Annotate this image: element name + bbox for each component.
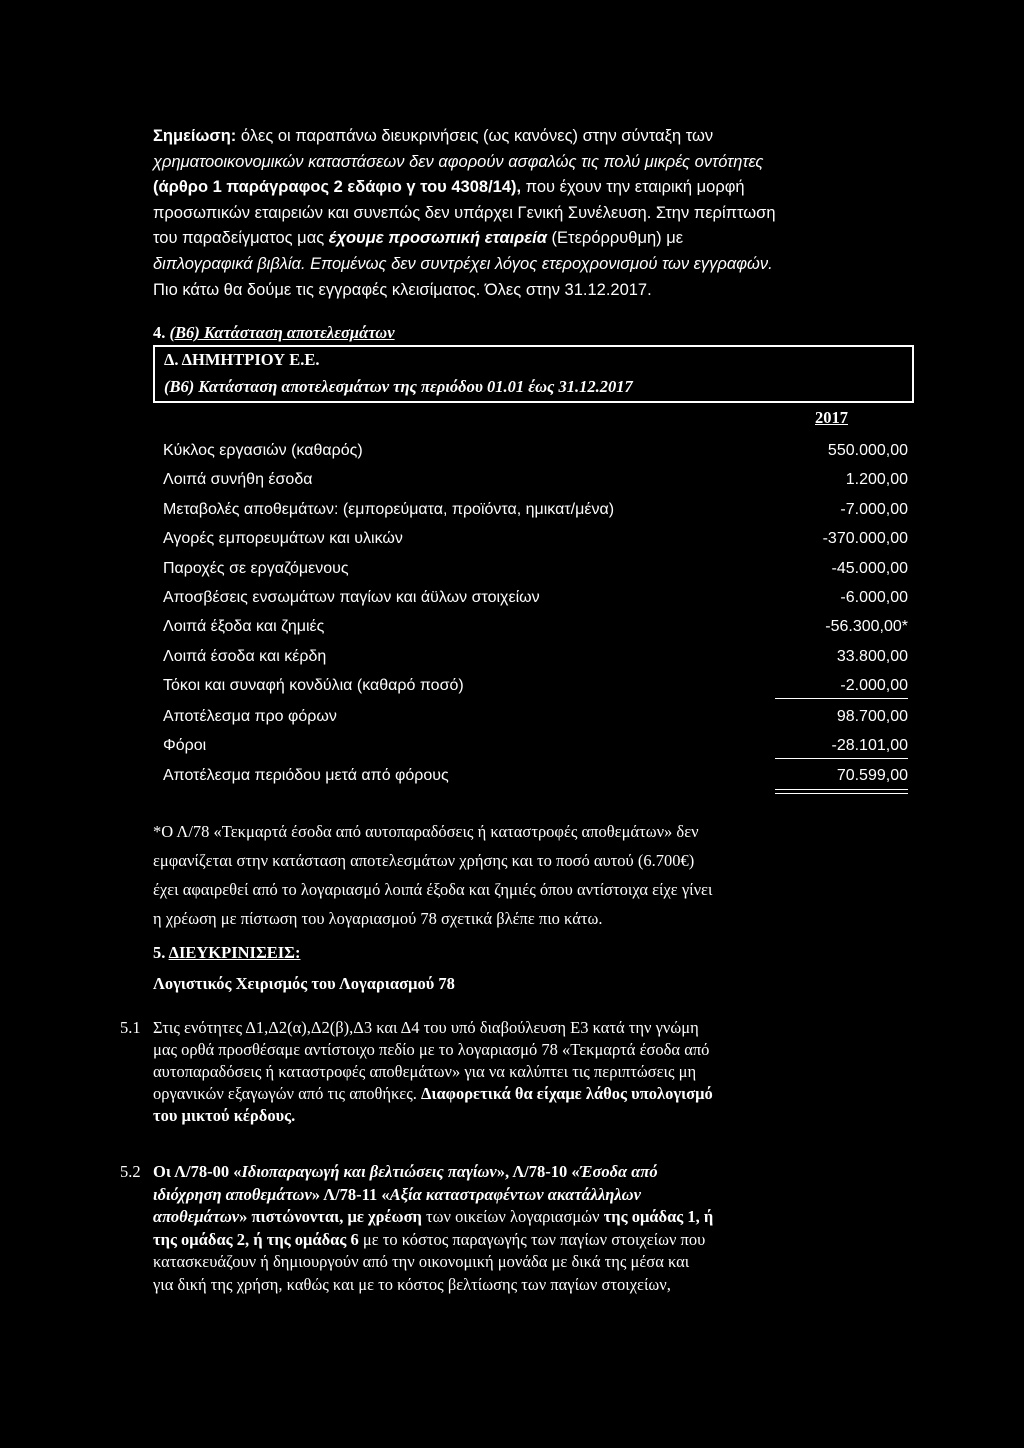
total-double-rule	[775, 789, 908, 790]
statement-row: Λοιπά έξοδα και ζημιές -56.300,00*	[163, 618, 908, 635]
statement-row: Αποσβέσεις ενσωμάτων παγίων και άϋλων στοιχείων -6.000,00	[163, 589, 908, 606]
paragraph-number: 5.1	[120, 1018, 141, 1037]
section-5-heading: 5. ΔΙΕΥΚΡΙΝΙΣΕΙΣ:	[153, 943, 301, 962]
note-line-3: (άρθρο 1 παράγραφος 2 εδάφιο γ του 4308/14), που έχουν την εταιρική μορφή	[153, 178, 745, 197]
note-line-1: Σημείωση: όλες οι παραπάνω διευκρινήσεις (ως κανόνες) στην σύνταξη των	[153, 127, 714, 145]
statement-title: (Β6) Κατάσταση αποτελεσμάτων της περιόδου 01.01 έως 31.12.2017	[164, 377, 633, 396]
statement-row: Παροχές σε εργαζόμενους -45.000,00	[163, 560, 908, 577]
statement-row: Φόροι -28.101,00	[163, 737, 908, 754]
subtotal-rule	[775, 758, 908, 759]
note-line-7: Πιο κάτω θα δούμε τις εγγραφές κλεισίματος. Όλες στην 31.12.2017.	[153, 280, 652, 299]
note-line-5: του παραδείγματος μας έχουμε προσωπική εταιρεία (Ετερόρρυθμη) με	[153, 229, 684, 248]
note-block	[153, 124, 873, 303]
note-line-6: διπλογραφικά βιβλία. Επομένως δεν συντρέχει λόγος ετεροχρονισμού των εγγραφών.	[153, 254, 773, 273]
year-header: 2017	[815, 408, 848, 427]
section-4-heading: 4. (Β6) Κατάσταση αποτελεσμάτων	[153, 323, 395, 342]
statement-row: Τόκοι και συναφή κονδύλια (καθαρό ποσό) -2.000,00	[163, 677, 908, 694]
company-name: Δ. ΔΗΜΗΤΡΙΟΥ Ε.Ε.	[164, 350, 320, 369]
statement-row: Κύκλος εργασιών (καθαρός) 550.000,00	[163, 442, 908, 459]
note-line-4: προσωπικών εταιρειών και συνεπώς δεν υπάρχει Γενική Συνέλευση. Στην περίπτωση	[153, 203, 776, 222]
section-5-subheading: Λογιστικός Χειρισμός του Λογαριασμού 78	[153, 974, 455, 993]
paragraph-text: Στις ενότητες Δ1,Δ2(α),Δ2(β),Δ3 και Δ4 του υπό διαβούλευση Ε3 κατά την γνώμη μας ορθά προσθέσαμε αντίστοιχο πεδίο με το λογαριασμό 78 «Τεκμαρτά έσοδα από αυτοπαραδόσεις ή καταστροφές αποθεμάτων» για να καλύπτει τις περιπτώσεις μη οργανικών εξαγωγών από τις αποθήκες. Διαφορετικά θα είχαμε λάθος υπολογισμό του μικτού κέρδους.	[153, 1018, 713, 1125]
statement-row: Λοιπά συνήθη έσοδα 1.200,00	[163, 471, 908, 488]
footnote-line: έχει αφαιρεθεί από το λογαριασμό λοιπά έξοδα και ζημιές όπου αντίστοιχα είχε γίνει	[153, 880, 713, 899]
paragraph-text: Οι Λ/78-00 «Ιδιοπαραγωγή και βελτιώσεις παγίων», Λ/78-10 «Έσοδα από ιδιόχρηση αποθεμάτων» Λ/78-11 «Αξία καταστραφέντων ακατάλληλων αποθεμάτων» πιστώνονται, με χρέωση των οικείων λογαριασμών της ομάδας 1, ή της ομάδας 2, ή της ομάδας 6 με το κόστος παραγωγής των παγίων στοιχείων που κατασκευάζουν ή δημιουργούν από την οικονομική μονάδα με δικά της μέσα και για δική της χρήση, καθώς και με το κόστος βελτίωσης των παγίων στοιχείων,	[153, 1162, 714, 1294]
footnote-line: η χρέωση με πίστωση του λογαριασμού 78 σχετικά βλέπε πιο κάτω.	[153, 909, 603, 928]
note-line-2: χρηματοοικονομικών καταστάσεων δεν αφορούν ασφαλώς τις πολύ μικρές οντότητες	[153, 152, 764, 171]
statement-row: Αγορές εμπορευμάτων και υλικών -370.000,00	[163, 530, 908, 547]
statement-row: Μεταβολές αποθεμάτων: (εμπορεύματα, προϊόντα, ημικατ/μένα) -7.000,00	[163, 501, 908, 518]
footnote-line: *Ο Λ/78 «Τεκμαρτά έσοδα από αυτοπαραδόσεις ή καταστροφές αποθεμάτων» δεν	[153, 822, 699, 841]
footnote-line: εμφανίζεται στην κατάσταση αποτελεσμάτων χρήσης και το ποσό αυτού (6.700€)	[153, 851, 695, 870]
footnote-block	[153, 817, 883, 933]
paragraph-number: 5.2	[120, 1162, 141, 1181]
subtotal-rule	[775, 698, 908, 699]
statement-row: Αποτέλεσμα περιόδου μετά από φόρους 70.599,00	[163, 767, 908, 784]
statement-title-box	[153, 345, 914, 403]
total-double-rule	[775, 793, 908, 794]
statement-row: Αποτέλεσμα προ φόρων 98.700,00	[163, 708, 908, 725]
statement-row: Λοιπά έσοδα και κέρδη 33.800,00	[163, 648, 908, 665]
